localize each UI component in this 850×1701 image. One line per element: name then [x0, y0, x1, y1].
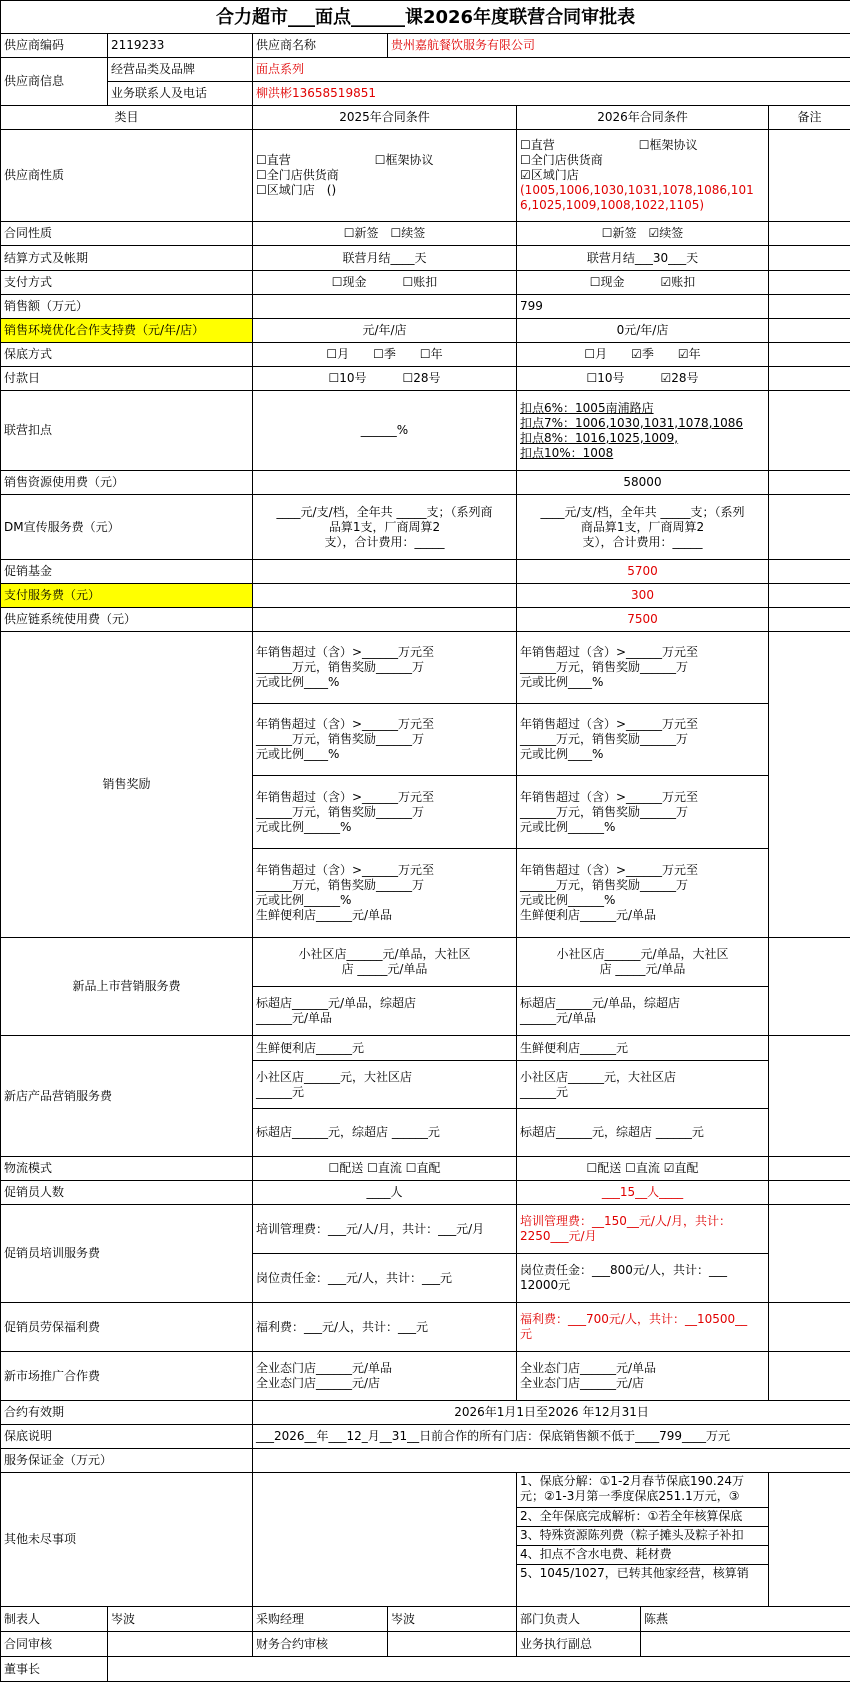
newprod-line: 标超店______元/单品，综超店: [256, 996, 417, 1010]
reward-line: 元或比例______%: [520, 893, 616, 907]
nature-2026-line: ☐直营 ☐框架协议: [520, 138, 698, 152]
newprod-line: 小社区店______元/单品，大社区: [556, 947, 729, 961]
newstore-2025-b[interactable]: [253, 1061, 517, 1109]
header-2025: 2025年合同条件: [253, 106, 517, 130]
reward-line: 年销售超过（含）>______万元至: [520, 863, 699, 877]
reward-line: 生鲜便利店______元/单品: [256, 908, 393, 922]
buyer-label: 采购经理: [253, 1607, 388, 1632]
payday-2025[interactable]: ☐10号 ☐28号: [253, 367, 517, 391]
row-label-newprod: 新品上市营销服务费: [1, 938, 253, 1036]
reward-2025-tier[interactable]: [253, 776, 517, 849]
reward-2026-tier[interactable]: [517, 704, 769, 776]
row-label-supply-chain: 供应链系统使用费（元）: [1, 608, 253, 632]
env-2026[interactable]: 0元/年/店: [517, 319, 769, 343]
row-label-points: 联营扣点: [1, 391, 253, 471]
row-label-validity: 合约有效期: [1, 1401, 253, 1425]
training-line: 岗位责任金：___800元/人，共计：___: [520, 1263, 727, 1277]
logistics-2026[interactable]: ☐配送 ☐直流 ☑直配: [517, 1157, 769, 1181]
market-line: 全业态门店______元/单品: [520, 1361, 657, 1375]
dm-2025[interactable]: [253, 495, 517, 560]
promo-fund-2026[interactable]: 5700: [517, 560, 769, 584]
validity-value[interactable]: 2026年1月1日至2026 年12月31日: [253, 1401, 850, 1425]
nature-2025-line: ☐直营 ☐框架协议: [256, 153, 434, 167]
newprod-2026-a[interactable]: [517, 938, 769, 987]
newstore-line: ______元: [256, 1084, 305, 1099]
market-2025[interactable]: [253, 1352, 517, 1401]
reward-line: 年销售超过（含）>______万元至: [520, 645, 699, 659]
reward-line: 元或比例______%: [256, 893, 352, 907]
category-value[interactable]: 面点系列: [253, 58, 850, 82]
reward-line: ______万元，销售奖励______万: [520, 732, 689, 746]
remark-cell: [769, 471, 850, 495]
remark-cell: [769, 584, 850, 608]
chair-label: 董事长: [1, 1657, 108, 1682]
row-label-pay: 支付方式: [1, 271, 253, 295]
reward-line: ______万元，销售奖励______万: [256, 732, 425, 746]
row-label-nature: 供应商性质: [1, 130, 253, 222]
dm-2026[interactable]: [517, 495, 769, 560]
newstore-line: 小社区店______元，大社区店: [256, 1069, 413, 1084]
row-label-deposit: 服务保证金（万元）: [1, 1449, 253, 1473]
header-category: 类目: [1, 106, 253, 130]
nature-2025[interactable]: [253, 130, 517, 222]
dm-2026-line: 支），合计费用：_____: [582, 534, 703, 549]
remark-cell: [769, 1181, 850, 1205]
remark-cell: [769, 495, 850, 560]
remark-cell: [769, 938, 850, 1036]
other-item: 5、1045/1027，已转其他家经营，核算销: [520, 1566, 749, 1580]
sales-2025[interactable]: [253, 295, 517, 319]
contract-2025[interactable]: ☐新签 ☐续签: [253, 222, 517, 246]
training-2025-b[interactable]: 岗位责任金：___元/人，共计：___元: [253, 1254, 517, 1303]
welfare-2026[interactable]: [517, 1303, 769, 1352]
pay-service-2025[interactable]: [253, 584, 517, 608]
row-label-sales: 销售额（万元）: [1, 295, 253, 319]
newstore-2025-a[interactable]: 生鲜便利店______元: [253, 1036, 517, 1061]
dept-label: 部门负责人: [517, 1607, 641, 1632]
other-item: 3、特殊资源陈列费（粽子摊头及粽子补扣: [517, 1527, 768, 1546]
newstore-2026-b[interactable]: [517, 1061, 769, 1109]
reward-line: 元或比例____%: [256, 747, 340, 761]
row-label-welfare: 促销员劳保福利费: [1, 1303, 253, 1352]
row-label-contract: 合同性质: [1, 222, 253, 246]
reward-line: 生鲜便利店______元/单品: [520, 908, 657, 922]
reward-line: ______万元，销售奖励______万: [256, 878, 425, 892]
reward-line: 元或比例____%: [520, 747, 604, 761]
dm-2025-line: 支），合计费用：_____: [324, 534, 445, 549]
row-label-newstore: 新店产品营销服务费: [1, 1036, 253, 1157]
points-2026-line: 扣点7%：1006,1030,1031,1078,1086: [520, 415, 743, 430]
newstore-line: 小社区店______元，大社区店: [520, 1069, 677, 1084]
remark-cell: [769, 1205, 850, 1303]
buyer-value[interactable]: 岑波: [388, 1607, 517, 1632]
supply-chain-2025[interactable]: [253, 608, 517, 632]
reward-line: ______万元，销售奖励______万: [520, 878, 689, 892]
review-value[interactable]: [108, 1632, 253, 1657]
remark-cell: [769, 319, 850, 343]
remark-cell: [769, 1303, 850, 1352]
points-2026-line: 扣点10%：1008: [520, 445, 614, 460]
nature-2026[interactable]: [517, 130, 769, 222]
pay-2025[interactable]: ☐现金 ☐账扣: [253, 271, 517, 295]
reward-line: ______万元，销售奖励______万: [256, 804, 425, 819]
remark-cell: [769, 295, 850, 319]
newprod-2026-b[interactable]: [517, 987, 769, 1036]
newprod-line: 店 _____元/单品: [341, 962, 428, 976]
contract-2026[interactable]: ☐新签 ☑续签: [517, 222, 769, 246]
remark-cell: [769, 1157, 850, 1181]
vp-value[interactable]: [641, 1632, 850, 1657]
remark-cell: [769, 246, 850, 271]
other-item: 2、全年保底完成解析：①若全年核算保底: [517, 1508, 768, 1527]
remark-cell: [769, 222, 850, 246]
guarantee-note-value[interactable]: ___2026__年___12_月__31__日前合作的所有门店：保底销售额不低于____799____万元: [253, 1425, 850, 1449]
row-label-resource: 销售资源使用费（元）: [1, 471, 253, 495]
guarantee-2026[interactable]: ☐月 ☑季 ☑年: [517, 343, 769, 367]
remark-cell: [769, 1036, 850, 1157]
training-2025-a[interactable]: 培训管理费：___元/人/月，共计：___元/月: [253, 1205, 517, 1254]
training-2026-b[interactable]: [517, 1254, 769, 1303]
nature-2026-stores: (1005,1006,1030,1031,1078,1086,1016,1025,1009,1008,1022,1105): [520, 183, 754, 212]
review-label: 合同审核: [1, 1632, 108, 1657]
reward-line: 年销售超过（含）>______万元至: [520, 789, 699, 804]
reward-line: 元或比例______%: [256, 819, 352, 834]
reward-line: 年销售超过（含）>______万元至: [256, 789, 435, 804]
promoter-count-2026[interactable]: ___15__人____: [517, 1181, 769, 1205]
market-line: 全业态门店______元/店: [520, 1376, 645, 1390]
vp-label: 业务执行副总: [517, 1632, 641, 1657]
dm-2026-line: 商品算1支，厂商周算2: [580, 519, 705, 534]
reward-line: 元或比例____%: [256, 675, 340, 689]
category-label: 经营品类及品牌: [108, 58, 253, 82]
remark-cell: [769, 1473, 850, 1607]
deposit-value[interactable]: [253, 1449, 850, 1473]
reward-2026-tier[interactable]: [517, 776, 769, 849]
supplier-code-label: 供应商编码: [1, 34, 108, 58]
other-2025[interactable]: [253, 1473, 517, 1607]
page-title: 合力超市___面点______课2026年度联营合同审批表: [1, 1, 850, 34]
contact-label: 业务联系人及电话: [108, 82, 253, 106]
supplier-name-label: 供应商名称: [253, 34, 388, 58]
reward-line: 年销售超过（含）>______万元至: [256, 717, 435, 731]
reward-line: 年销售超过（含）>______万元至: [256, 863, 435, 877]
reward-line: 年销售超过（含）>______万元至: [520, 717, 699, 731]
training-line: 2250___元/月: [520, 1229, 597, 1243]
reward-2025-tier[interactable]: [253, 704, 517, 776]
market-line: 全业态门店______元/单品: [256, 1361, 393, 1375]
newstore-2025-c[interactable]: 标超店______元，综超店 ______元: [253, 1109, 517, 1157]
reward-2026-tier[interactable]: [517, 849, 769, 938]
reward-line: ______万元，销售奖励______万: [520, 804, 689, 819]
finance-label: 财务合约审核: [253, 1632, 388, 1657]
remark-cell: [769, 343, 850, 367]
newstore-2026-c[interactable]: 标超店______元，综超店 ______元: [517, 1109, 769, 1157]
remark-cell: [769, 391, 850, 471]
remark-cell: [769, 560, 850, 584]
other-item: 1、保底分解：①1-2月春节保底190.24万元；②1-3月第一季度保底251.1万元，③: [517, 1473, 768, 1508]
newstore-line: ______元: [520, 1084, 569, 1099]
reward-line: ______万元，销售奖励______万: [520, 660, 689, 674]
remark-cell: [769, 271, 850, 295]
chair-value[interactable]: [108, 1657, 850, 1682]
row-label-settle: 结算方式及帐期: [1, 246, 253, 271]
training-line: 12000元: [520, 1278, 571, 1292]
reward-line: 元或比例______%: [520, 819, 616, 834]
maker-value[interactable]: 岑波: [108, 1607, 253, 1632]
settle-2025[interactable]: 联营月结____天: [253, 246, 517, 271]
newprod-2025-a[interactable]: [253, 938, 517, 987]
newprod-2025-b[interactable]: [253, 987, 517, 1036]
maker-label: 制表人: [1, 1607, 108, 1632]
supplier-code[interactable]: 2119233: [108, 34, 253, 58]
dm-2026-line: ____元/支/档，全年共 _____支；（系列: [540, 504, 745, 519]
remark-cell: [769, 130, 850, 222]
row-label-training: 促销员培训服务费: [1, 1205, 253, 1303]
points-2026[interactable]: [517, 391, 769, 471]
dept-value[interactable]: 陈燕: [641, 1607, 850, 1632]
row-label-logistics: 物流模式: [1, 1157, 253, 1181]
settle-2026[interactable]: 联营月结___30___天: [517, 246, 769, 271]
sales-2026[interactable]: 799: [517, 295, 769, 319]
header-2026: 2026年合同条件: [517, 106, 769, 130]
nature-2025-line: ☐全门店供货商: [256, 168, 339, 182]
points-2025[interactable]: ______%: [253, 391, 517, 471]
row-label-market: 新市场推广合作费: [1, 1352, 253, 1401]
row-label-env: 销售环境优化合作支持费（元/年/店）: [1, 319, 253, 343]
newstore-2026-a[interactable]: 生鲜便利店______元: [517, 1036, 769, 1061]
remark-cell: [769, 632, 850, 938]
row-label-guarantee: 保底方式: [1, 343, 253, 367]
nature-2026-line: ☐全门店供货商: [520, 153, 603, 167]
reward-2026-tier[interactable]: [517, 632, 769, 704]
supplier-info-label: 供应商信息: [1, 58, 108, 106]
points-2026-line: 扣点8%：1016,1025,1009,: [520, 430, 679, 445]
newprod-line: 店 _____元/单品: [599, 962, 686, 976]
welfare-line: 福利费：___700元/人，共计：__10500__: [520, 1312, 748, 1326]
resource-2025[interactable]: [253, 471, 517, 495]
resource-2026[interactable]: 58000: [517, 471, 769, 495]
reward-2025-tier[interactable]: [253, 849, 517, 938]
reward-line: 年销售超过（含）>______万元至: [256, 645, 435, 659]
training-2026-a[interactable]: [517, 1205, 769, 1254]
market-line: 全业态门店______元/店: [256, 1376, 381, 1390]
reward-line: 元或比例____%: [520, 675, 604, 689]
remark-cell: [769, 608, 850, 632]
remark-cell: [769, 367, 850, 391]
other-2026[interactable]: [517, 1473, 769, 1607]
promo-fund-2025[interactable]: [253, 560, 517, 584]
newprod-line: ______元/单品: [256, 1011, 333, 1025]
row-label-payday: 付款日: [1, 367, 253, 391]
dm-2025-line: ____元/支/档，全年共 _____支；（系列商: [276, 504, 493, 519]
newprod-line: 小社区店______元/单品，大社区: [298, 947, 471, 961]
training-line: 培训管理费：__150__元/人/月，共计：: [520, 1214, 731, 1228]
other-item: 4、扣点不含水电费、耗材费: [517, 1546, 768, 1565]
contact-value[interactable]: 柳洪彬13658519851: [253, 82, 850, 106]
pay-service-2026[interactable]: 300: [517, 584, 769, 608]
env-2025[interactable]: 元/年/店: [253, 319, 517, 343]
logistics-2025[interactable]: ☐配送 ☐直流 ☐直配: [253, 1157, 517, 1181]
welfare-line: 元: [520, 1327, 533, 1341]
dm-2025-line: 品算1支，厂商周算2: [328, 519, 441, 534]
row-label-pay-service: 支付服务费（元）: [1, 584, 253, 608]
finance-value[interactable]: [388, 1632, 517, 1657]
welfare-2025[interactable]: 福利费：___元/人，共计：___元: [253, 1303, 517, 1352]
row-label-reward: 销售奖励: [1, 632, 253, 938]
guarantee-2025[interactable]: ☐月 ☐季 ☐年: [253, 343, 517, 367]
promoter-count-2025[interactable]: ____人: [253, 1181, 517, 1205]
newprod-line: ______元/单品: [520, 1011, 597, 1025]
remark-cell: [769, 1352, 850, 1401]
nature-2025-line: ☐区域门店 (): [256, 183, 337, 197]
row-label-other: 其他未尽事项: [1, 1473, 253, 1607]
pay-2026[interactable]: ☐现金 ☑账扣: [517, 271, 769, 295]
row-label-guarantee-note: 保底说明: [1, 1425, 253, 1449]
points-2026-line: 扣点6%：1005南浦路店: [520, 400, 654, 415]
row-label-promoter-count: 促销员人数: [1, 1181, 253, 1205]
nature-2026-line: ☑区域门店: [520, 168, 579, 182]
market-2026[interactable]: [517, 1352, 769, 1401]
row-label-promo-fund: 促销基金: [1, 560, 253, 584]
payday-2026[interactable]: ☐10号 ☑28号: [517, 367, 769, 391]
supply-chain-2026[interactable]: 7500: [517, 608, 769, 632]
row-label-dm: DM宣传服务费（元）: [1, 495, 253, 560]
reward-line: ______万元，销售奖励______万: [256, 660, 425, 674]
header-remarks: 备注: [769, 106, 850, 130]
supplier-name[interactable]: 贵州嘉航餐饮服务有限公司: [388, 34, 850, 58]
newprod-line: 标超店______元/单品，综超店: [520, 996, 681, 1010]
reward-2025-tier[interactable]: [253, 632, 517, 704]
